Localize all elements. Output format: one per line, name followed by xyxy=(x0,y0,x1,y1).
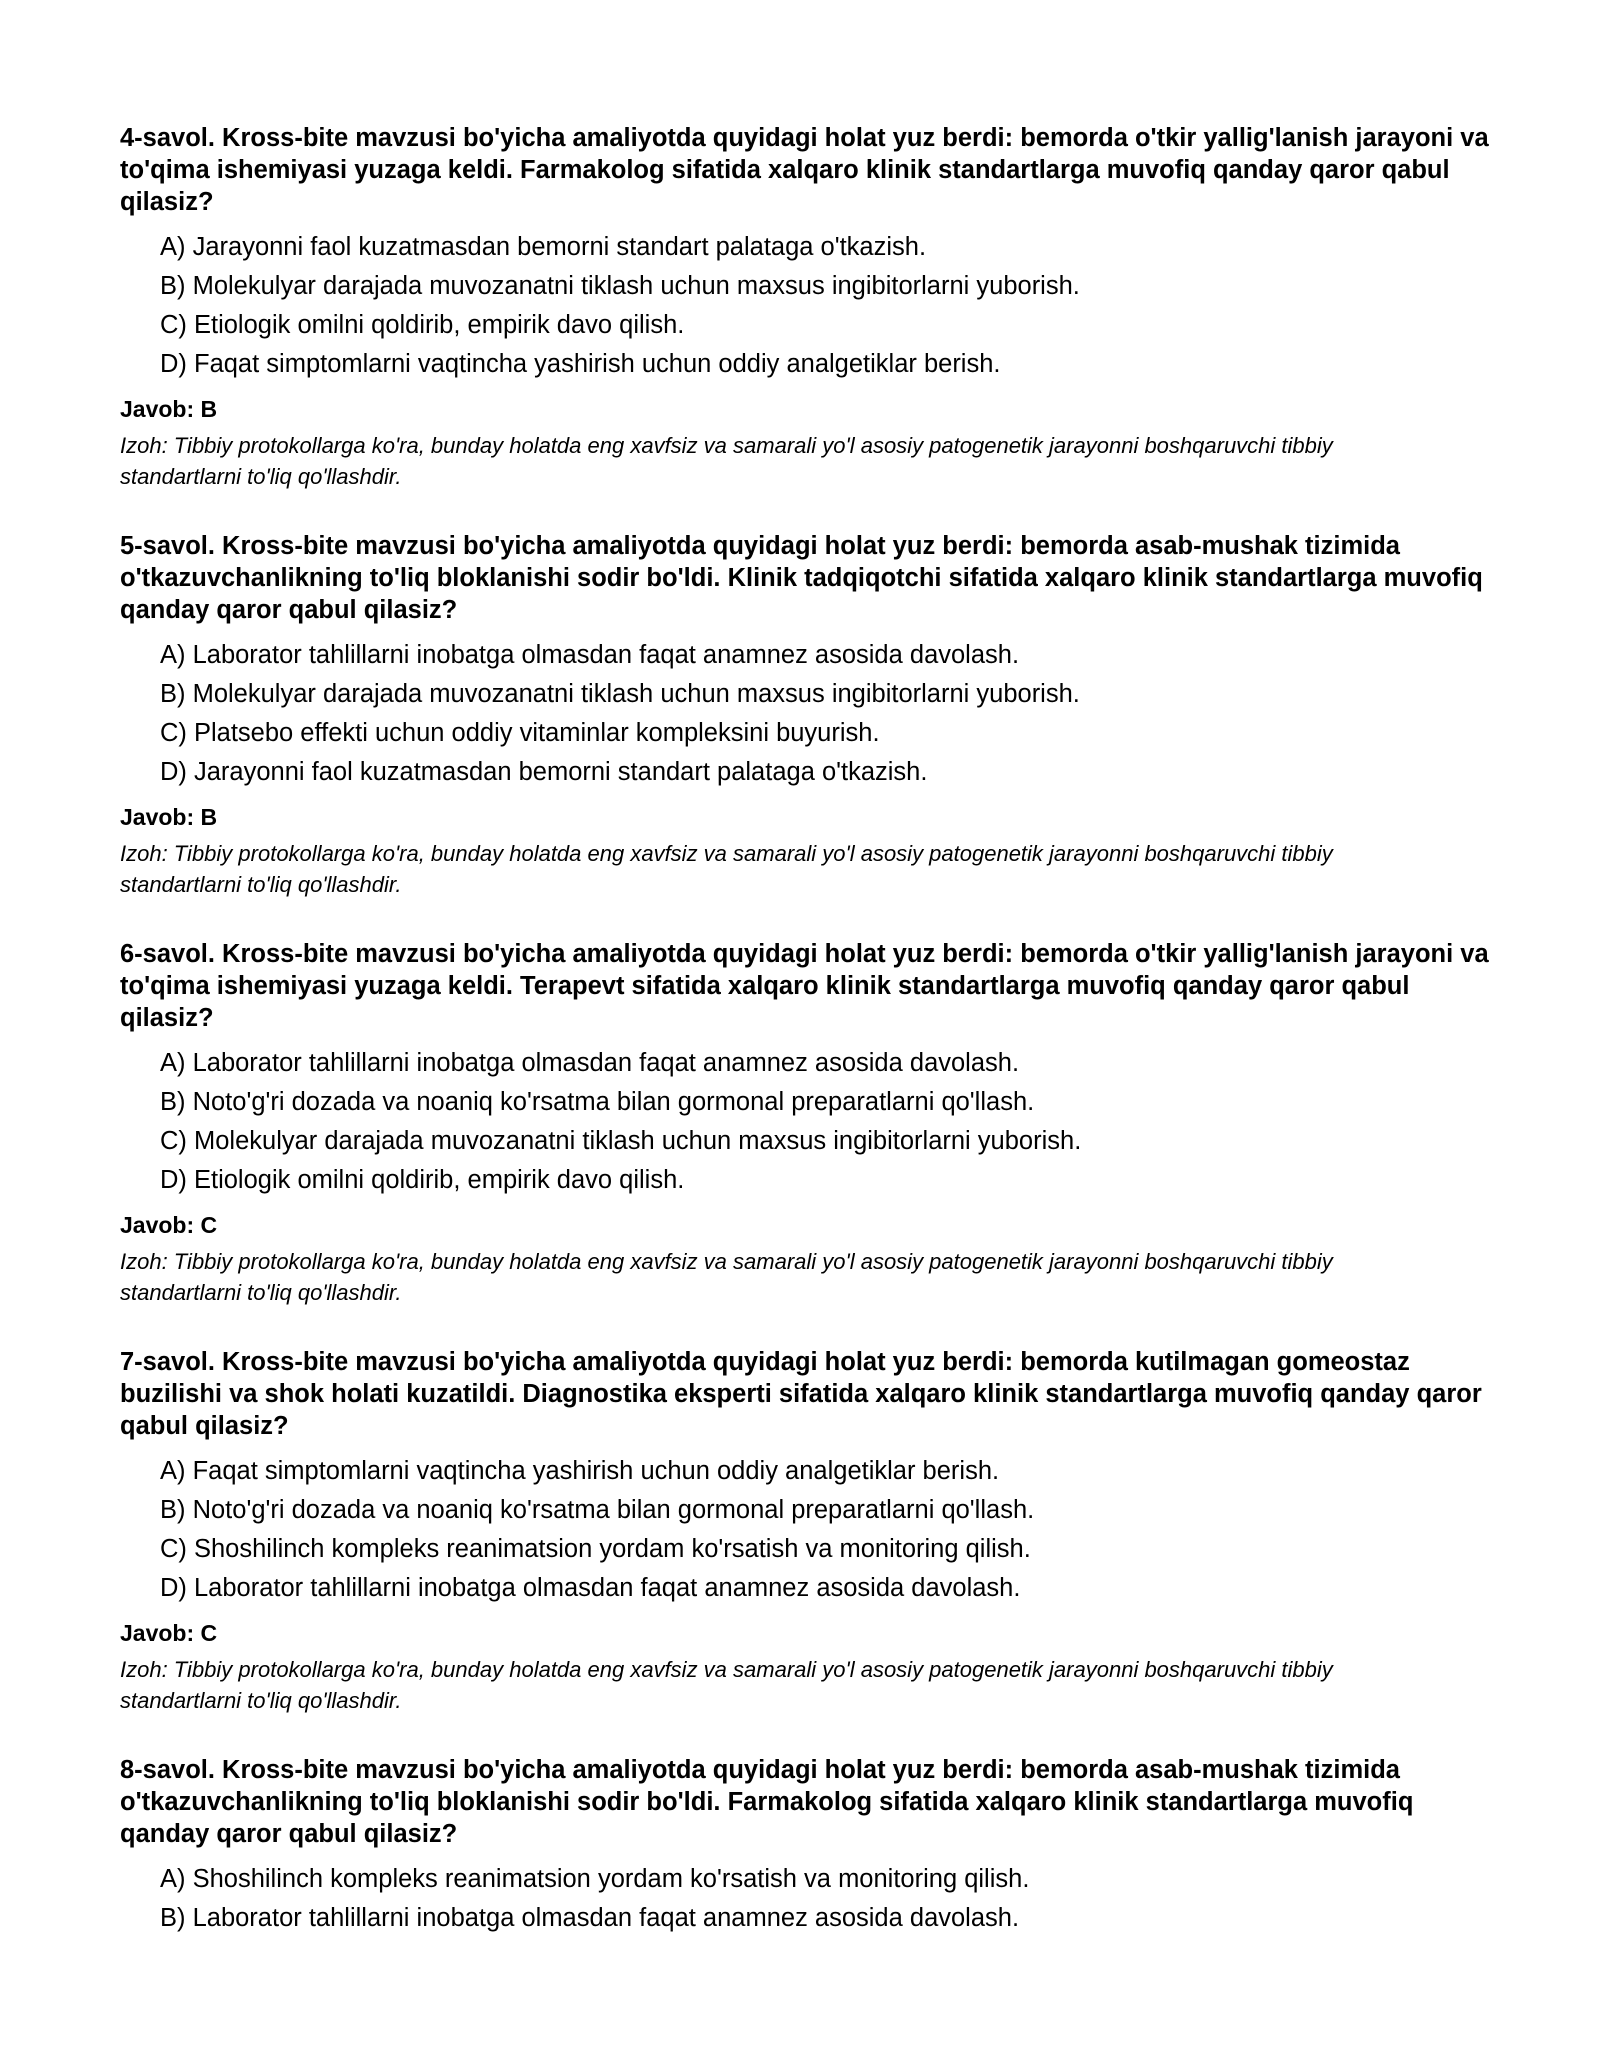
option-b: B) Laborator tahlillarni inobatga olmasdan faqat anamnez asosida davolash. xyxy=(160,1904,1020,1932)
option-b: B) Molekulyar darajada muvozanatni tiklash uchun maxsus ingibitorlarni yuborish. xyxy=(160,680,1080,708)
option-a: A) Laborator tahlillarni inobatga olmasdan faqat anamnez asosida davolash. xyxy=(160,1049,1020,1077)
option-a: A) Faqat simptomlarni vaqtincha yashirish uchun oddiy analgetiklar berish. xyxy=(160,1457,1000,1485)
answer-label: Javob: C xyxy=(120,1212,218,1238)
option-a: A) Jarayonni faol kuzatmasdan bemorni standart palataga o'tkazish. xyxy=(160,233,927,261)
explanation-note: Izoh: Tibbiy protokollarga ko'ra, bunday holatda eng xavfsiz va samarali yo'l asosiy patogenetik jarayonni boshqaruvchi tibbiy standartlarni to'liq qo'llashdir. xyxy=(120,433,1333,489)
option-list xyxy=(120,636,1500,792)
option-d: D) Jarayonni faol kuzatmasdan bemorni standart palataga o'tkazish. xyxy=(160,758,928,786)
question-title: 5-savol. Kross-bite mavzusi bo'yicha amaliyotda quyidagi holat yuz berdi: bemorda asab-mushak tizimida o'tkazuvchanlikning to'liq bloklanishi sodir bo'ldi. Klinik tadqiqotchi sifatida xalqaro klinik standartlarga muvofiq qanday qaror qabul qilasiz? xyxy=(120,532,1483,624)
explanation-note: Izoh: Tibbiy protokollarga ko'ra, bunday holatda eng xavfsiz va samarali yo'l asosiy patogenetik jarayonni boshqaruvchi tibbiy standartlarni to'liq qo'llashdir. xyxy=(120,841,1333,897)
option-d: D) Laborator tahlillarni inobatga olmasdan faqat anamnez asosida davolash. xyxy=(160,1574,1021,1602)
option-c: C) Platsebo effekti uchun oddiy vitaminlar kompleksini buyurish. xyxy=(160,719,880,747)
question-block xyxy=(120,122,1500,492)
option-c: C) Shoshilinch kompleks reanimatsion yordam ko'rsatish va monitoring qilish. xyxy=(160,1535,1031,1563)
option-b: B) Noto'g'ri dozada va noaniq ko'rsatma bilan gormonal preparatlarni qo'llash. xyxy=(160,1496,1035,1524)
answer-label: Javob: B xyxy=(120,804,218,830)
question-title: 4-savol. Kross-bite mavzusi bo'yicha amaliyotda quyidagi holat yuz berdi: bemorda o'tkir yallig'lanish jarayoni va to'qima ishemiyasi yuzaga keldi. Farmakolog sifatida xalqaro klinik standartlarga muvofiq qanday qaror qabul qilasiz? xyxy=(120,124,1489,216)
question-block xyxy=(120,1754,1500,1938)
question-title: 8-savol. Kross-bite mavzusi bo'yicha amaliyotda quyidagi holat yuz berdi: bemorda asab-mushak tizimida o'tkazuvchanlikning to'liq bloklanishi sodir bo'ldi. Farmakolog sifatida xalqaro klinik standartlarga muvofiq qanday qaror qabul qilasiz? xyxy=(120,1756,1414,1848)
question-block xyxy=(120,938,1500,1308)
option-c: C) Molekulyar darajada muvozanatni tiklash uchun maxsus ingibitorlarni yuborish. xyxy=(160,1127,1082,1155)
option-d: D) Faqat simptomlarni vaqtincha yashirish uchun oddiy analgetiklar berish. xyxy=(160,350,1001,378)
option-d: D) Etiologik omilni qoldirib, empirik davo qilish. xyxy=(160,1166,685,1194)
document-page xyxy=(120,122,1500,1976)
option-list xyxy=(120,1452,1500,1608)
explanation-note: Izoh: Tibbiy protokollarga ko'ra, bunday holatda eng xavfsiz va samarali yo'l asosiy patogenetik jarayonni boshqaruvchi tibbiy standartlarni to'liq qo'llashdir. xyxy=(120,1249,1333,1305)
answer-label: Javob: C xyxy=(120,1620,218,1646)
question-title: 6-savol. Kross-bite mavzusi bo'yicha amaliyotda quyidagi holat yuz berdi: bemorda o'tkir yallig'lanish jarayoni va to'qima ishemiyasi yuzaga keldi. Terapevt sifatida xalqaro klinik standartlarga muvofiq qanday qaror qabul qilasiz? xyxy=(120,940,1489,1032)
question-block xyxy=(120,530,1500,900)
option-list xyxy=(120,228,1500,384)
question-block xyxy=(120,1346,1500,1716)
answer-label: Javob: B xyxy=(120,396,218,422)
option-c: C) Etiologik omilni qoldirib, empirik davo qilish. xyxy=(160,311,685,339)
option-a: A) Laborator tahlillarni inobatga olmasdan faqat anamnez asosida davolash. xyxy=(160,641,1020,669)
option-b: B) Noto'g'ri dozada va noaniq ko'rsatma bilan gormonal preparatlarni qo'llash. xyxy=(160,1088,1035,1116)
question-title: 7-savol. Kross-bite mavzusi bo'yicha amaliyotda quyidagi holat yuz berdi: bemorda kutilmagan gomeostaz buzilishi va shok holati kuzatildi. Diagnostika eksperti sifatida xalqaro klinik standartlarga muvofiq qanday qaror qabul qilasiz? xyxy=(120,1348,1482,1440)
option-b: B) Molekulyar darajada muvozanatni tiklash uchun maxsus ingibitorlarni yuborish. xyxy=(160,272,1080,300)
option-list xyxy=(120,1044,1500,1200)
option-a: A) Shoshilinch kompleks reanimatsion yordam ko'rsatish va monitoring qilish. xyxy=(160,1865,1030,1893)
option-list xyxy=(120,1860,1500,1938)
explanation-note: Izoh: Tibbiy protokollarga ko'ra, bunday holatda eng xavfsiz va samarali yo'l asosiy patogenetik jarayonni boshqaruvchi tibbiy standartlarni to'liq qo'llashdir. xyxy=(120,1657,1333,1713)
